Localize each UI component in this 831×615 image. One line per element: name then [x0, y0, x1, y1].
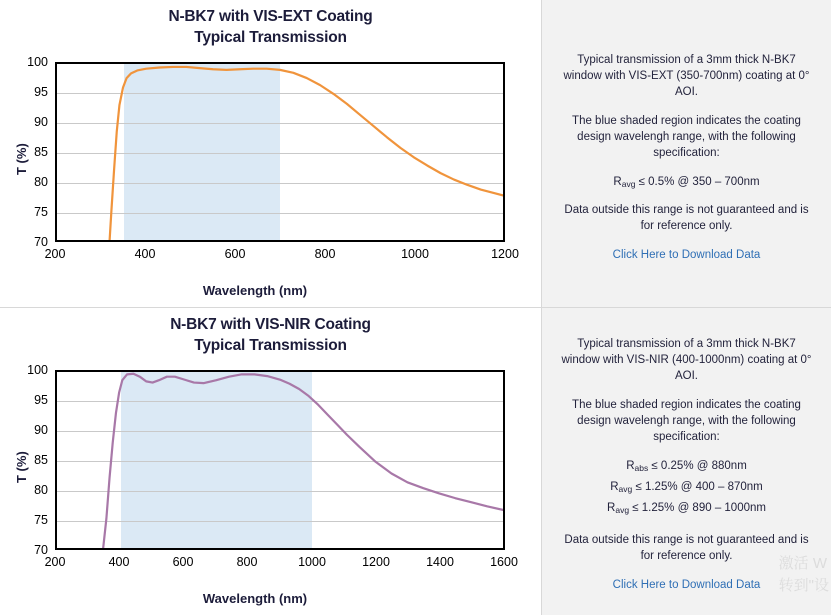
x-tick-label: 600: [172, 555, 194, 569]
watermark-line2: 转到"设: [778, 577, 829, 594]
y-tick-label: 95: [34, 393, 48, 407]
y-tick-label: 80: [34, 483, 48, 497]
spec-subscript: avg: [615, 505, 630, 515]
spec-text: ≤ 0.25% @ 880nm: [648, 460, 747, 472]
x-tick-label: 1200: [491, 247, 519, 261]
y-tick-label: 100: [27, 55, 48, 69]
spec-item: $R_{avg} \le 1.25\%$ @ 890 – 1000nm: [607, 502, 766, 515]
y-tick-label: 70: [34, 543, 48, 557]
spec-subscript: avg: [618, 484, 633, 494]
download-data-link[interactable]: Click Here to Download Data: [612, 249, 761, 261]
x-tick-label: 200: [44, 247, 66, 261]
x-tick-label: 200: [44, 555, 66, 569]
x-tick-label: 1000: [401, 247, 429, 261]
y-tick-label: 100: [27, 363, 48, 377]
shaded-region-note: The blue shaded region indicates the coating design wavelengh range, with the following specification:: [572, 399, 801, 443]
x-tick-label: 1000: [298, 555, 326, 569]
x-tick-label: 400: [134, 247, 156, 261]
download-data-link[interactable]: Click Here to Download Data: [612, 579, 761, 591]
chart-title-line2: Typical Transmission: [194, 337, 347, 354]
y-tick-label: 95: [34, 85, 48, 99]
spec-item: $R_{avg} \le 1.25\%$ @ 400 – 870nm: [610, 481, 763, 494]
chart-title-line2: Typical Transmission: [194, 29, 347, 46]
x-tick-label: 600: [224, 247, 246, 261]
y-tick-label: 75: [34, 205, 48, 219]
spec-text: ≤ 1.25% @ 400 – 870nm: [632, 481, 763, 493]
description-paragraph: Typical transmission of a 3mm thick N-BK7 window with VIS-NIR (400-1000nm) coating at 0° AOI.: [561, 338, 812, 382]
spec-text: ≤ 1.25% @ 890 – 1000nm: [629, 502, 766, 514]
spec-item: $R_{avg} \le 0.5\%$ @ 350 – 700nm: [613, 176, 760, 189]
spec-item: $R_{abs} \le 0.25\%$ @ 880nm: [626, 460, 747, 473]
sidebar-vis-ext: [541, 0, 831, 307]
y-tick-label: 90: [34, 115, 48, 129]
spec-subscript: abs: [634, 463, 649, 473]
chart-vis-ext: [0, 0, 541, 307]
reference-only-note: Data outside this range is not guaranteed and is for reference only.: [564, 534, 809, 562]
x-tick-label: 800: [314, 247, 336, 261]
plot-wrap-vis-nir: [0, 308, 541, 615]
x-tick-label: 800: [236, 555, 258, 569]
y-tick-label: 90: [34, 423, 48, 437]
x-tick-label: 1400: [426, 555, 454, 569]
y-tick-label: 70: [34, 235, 48, 249]
sidebar-content-vis-nir: [558, 336, 815, 593]
watermark-line1: 激活 W: [778, 555, 827, 572]
x-tick-label: 1600: [490, 555, 518, 569]
description-paragraph: Typical transmission of a 3mm thick N-BK7 window with VIS-EXT (350-700nm) coating at 0° AOI.: [563, 54, 810, 98]
y-axis-label: T (%): [14, 451, 29, 483]
spec-text: ≤ 0.5% @ 350 – 700nm: [635, 176, 760, 188]
x-axis-label: Wavelength (nm): [202, 591, 308, 606]
x-tick-label: 1200: [362, 555, 390, 569]
chart-title-line1: N-BK7 with VIS-NIR Coating: [170, 316, 371, 333]
y-tick-label: 85: [34, 453, 48, 467]
panel-vis-ext: [0, 0, 831, 307]
spec-subscript: avg: [621, 179, 636, 189]
x-axis-label: Wavelength (nm): [202, 283, 308, 298]
y-tick-label: 75: [34, 513, 48, 527]
sidebar-content-vis-ext: [558, 52, 815, 263]
transmission-curve-vis-ext: [57, 64, 503, 240]
shaded-region-note: The blue shaded region indicates the coating design wavelengh range, with the following specification:: [572, 115, 801, 159]
x-tick-label: 400: [108, 555, 130, 569]
plot-wrap-vis-ext: [0, 0, 541, 307]
chart-title-line1: N-BK7 with VIS-EXT Coating: [168, 8, 373, 25]
plot-frame-vis-nir: [55, 370, 505, 550]
y-axis-label: T (%): [14, 143, 29, 175]
y-tick-label: 85: [34, 145, 48, 159]
plot-frame-vis-ext: [55, 62, 505, 242]
sidebar-vis-nir: [541, 308, 831, 615]
transmission-curve-vis-nir: [57, 372, 503, 548]
reference-only-note: Data outside this range is not guaranteed and is for reference only.: [564, 204, 809, 232]
panel-vis-nir: [0, 308, 831, 615]
chart-vis-nir: [0, 308, 541, 615]
y-tick-label: 80: [34, 175, 48, 189]
